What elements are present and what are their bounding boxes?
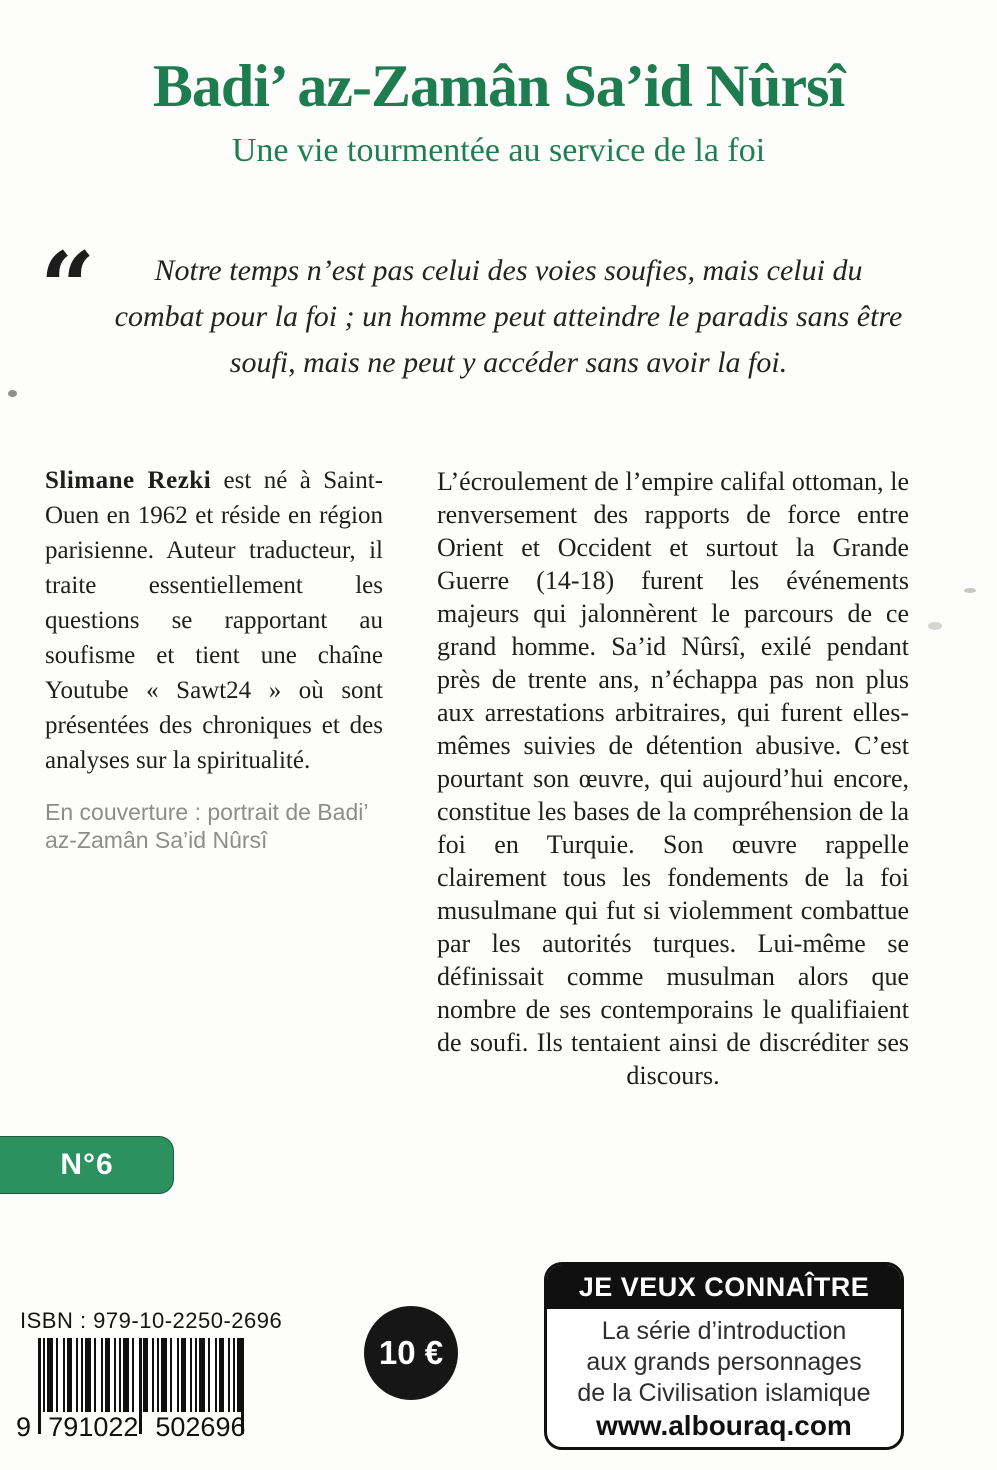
book-title: Badi’ az-Zamân Sa’id Nûrsî bbox=[152, 53, 845, 119]
price-badge bbox=[364, 1306, 458, 1400]
scan-speck bbox=[964, 588, 976, 593]
author-name: Slimane Rezki bbox=[45, 467, 212, 494]
series-number-badge bbox=[0, 1136, 174, 1194]
promo-box-header: JE VEUX CONNAÎTRE bbox=[547, 1265, 901, 1309]
open-quote-icon: “ bbox=[40, 231, 96, 344]
book-description: L’écroulement de l’empire califal ottoman, le renversement des rapports de force entre Orient et Occident et surtout la Grande Guerre (14-18) furent les événements majeurs qui jalonnèrent le parcours de ce grand homme. Sa’id Nûrsî, exilé pendant près de trente ans, n’échappa pas non plus aux arrestations arbitraires, qui furent elles-mêmes suivies de détention abusive. C’est pourtant son œuvre, qui aujourd’hui encore, constitue les bases de la compréhension de la foi en Turquie. Son œuvre rappelle clairement tous les fondements de la foi musulmane qui fut si violemment combattue par les autorités turques. Lui-même se définissait comme musulman alors que nombre de ses contemporains le qualifiaient de soufi. Ils tentaient ainsi de discréditer ses discours. bbox=[437, 467, 909, 1090]
scan-speck bbox=[8, 390, 17, 397]
promo-line-1: La série d’introduction bbox=[601, 1317, 847, 1345]
book-subtitle: Une vie tourmentée au service de la foi bbox=[231, 132, 766, 169]
promo-box bbox=[544, 1262, 904, 1450]
author-bio-column bbox=[45, 463, 383, 854]
price-label: 10 € bbox=[378, 1334, 444, 1371]
promo-line-3: de la Civilisation islamique bbox=[577, 1379, 871, 1407]
quote-text: Notre temps n’est pas celui des voies soufies, mais celui du combat pour la foi ; un homme peut atteindre le paradis sans être soufi, mais ne peut y accéder sans avoir la foi. bbox=[114, 254, 903, 379]
author-bio bbox=[45, 463, 383, 778]
isbn-label: ISBN : 979-10-2250-2696 bbox=[20, 1308, 283, 1333]
scan-speck bbox=[928, 622, 942, 630]
publisher-website: www.albouraq.com bbox=[596, 1410, 852, 1441]
barcode-digits bbox=[16, 1412, 250, 1443]
barcode bbox=[16, 1338, 250, 1448]
description-column bbox=[437, 465, 909, 1092]
promo-box-body bbox=[547, 1309, 901, 1442]
barcode-group1: 791022 bbox=[48, 1412, 139, 1442]
series-number-label: N°6 bbox=[60, 1148, 114, 1181]
quote-block bbox=[0, 231, 997, 386]
cover-note: En couverture : portrait de Badi’ az-Zamân Sa’id Nûrsî bbox=[45, 799, 368, 853]
barcode-left-digit: 9 bbox=[16, 1412, 32, 1442]
author-bio-text: est né à Saint-Ouen en 1962 et réside en région parisienne. Auteur traducteur, il traite essentiellement les questions se rapportant au soufisme et tient une chaîne Youtube « Sawt24 » où sont présentées des chroniques et des analyses sur la spiritualité. bbox=[45, 467, 383, 774]
promo-line-2: aux grands personnages bbox=[586, 1348, 862, 1376]
barcode-group2: 502696 bbox=[155, 1412, 246, 1442]
